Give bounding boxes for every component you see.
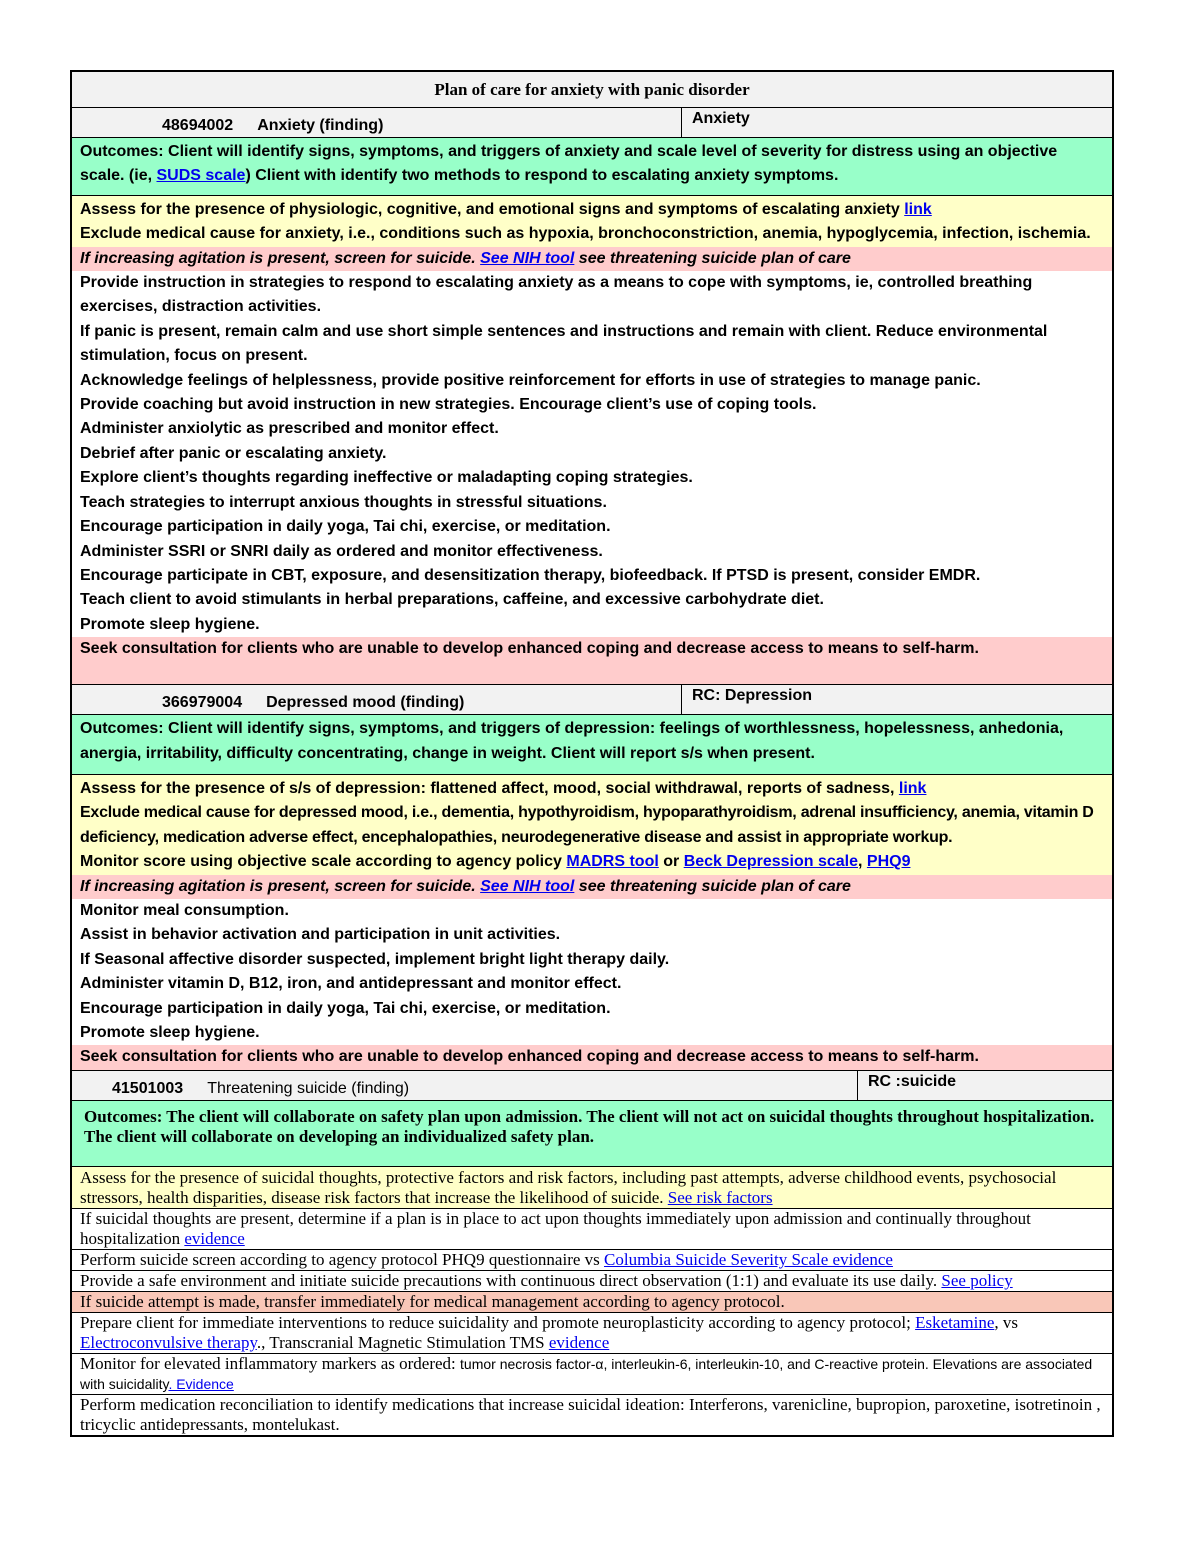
anxiety-code: 48694002	[162, 117, 234, 134]
columbia-scale-link[interactable]: Columbia Suicide Severity Scale evidence	[604, 1249, 893, 1269]
suicide-neuroplasticity: Prepare client for immediate interventions to reduce suicidality and promote neuroplasticity according to agency protocol; Esketamine, vs Electroconvulsive therapy., Transcranial Magnetic Stimulation TMS evidence	[72, 1313, 1112, 1354]
suicide-header	[72, 1071, 1112, 1101]
depression-code: 366979004	[162, 694, 243, 712]
suicide-inflammatory-markers: Monitor for elevated inflammatory markers as ordered: tumor necrosis factor-α, interleukin-6, interleukin-10, and C-reactive protein. Elevations are associated with suicidality. Evidence	[72, 1354, 1112, 1395]
anxiety-header	[72, 108, 1112, 138]
plan-evidence-link[interactable]: evidence	[184, 1228, 245, 1248]
inflammatory-evidence-link[interactable]: . Evidence	[168, 1375, 234, 1392]
anxiety-outcomes: Outcomes: Client will identify signs, symptoms, and triggers of anxiety and scale level of severity for distress using an objective scale. (ie, SUDS scale) Client with identify two methods to respond to escalating anxiety symptoms.	[72, 138, 1112, 196]
suicide-med-reconciliation: Perform medication reconciliation to identify medications that increase suicidal ideation: Interferons, varenicline, bupropion, paroxetine, isotretinoin , tricyclic antidepressants, montelukast.	[80, 1394, 1101, 1434]
policy-link[interactable]: See policy	[941, 1270, 1013, 1290]
intervention-item: Explore client’s thoughts regarding ineffective or maladapting coping strategies.	[80, 469, 693, 487]
suicide-assessment: Assess for the presence of suicidal thoughts, protective factors and risk factors, including past attempts, adverse childhood events, psychosocial stressors, health disparities, disease risk factors that increase the likelihood of suicide. See risk factors	[72, 1167, 1112, 1209]
intervention-item: Provide coaching but avoid instruction in new strategies. Encourage client’s use of coping tools.	[80, 396, 817, 414]
suicide-code: 41501003	[112, 1079, 184, 1097]
depression-suicide-screen: If increasing agitation is present, screen for suicide. See NIH tool see threatening suicide plan of care	[72, 875, 1112, 899]
suicide-screen: Perform suicide screen according to agency protocol PHQ9 questionnaire vs Columbia Suicide Severity Scale evidence	[72, 1250, 1112, 1271]
anxiety-consultation: Seek consultation for clients who are unable to develop enhanced coping and decrease access to means to self-harm.	[72, 637, 1112, 685]
depression-exclude-text: Exclude medical cause for depressed mood, i.e., dementia, hypothyroidism, hypoparathyroidism, adrenal insufficiency, anemia, vitamin D deficiency, medication adverse effect, encephalopathies, neurodegenerative disease and assist in appropriate workup.	[80, 804, 1094, 846]
beck-depression-link[interactable]: Beck Depression scale	[683, 853, 859, 871]
anxiety-suicide-screen: If increasing agitation is present, screen for suicide. See NIH tool see threatening suicide plan of care	[72, 247, 1112, 271]
anxiety-nih-tool-link[interactable]: See NIH tool	[480, 249, 575, 267]
depression-finding: Depressed mood (finding)	[266, 694, 465, 712]
care-plan-table	[70, 70, 1114, 1437]
depression-monitor-text: Monitor score using objective scale according to agency policy MADRS tool or Beck Depression scale, PHQ9	[80, 853, 911, 871]
intervention-item: Encourage participation in daily yoga, Tai chi, exercise, or meditation.	[80, 518, 611, 536]
suds-scale-link[interactable]: SUDS scale	[156, 167, 246, 185]
intervention-item: Assist in behavior activation and participation in unit activities.	[80, 926, 561, 944]
risk-factors-link[interactable]: See risk factors	[667, 1187, 773, 1207]
anxiety-interventions	[72, 271, 1112, 637]
suicide-plan-check: If suicidal thoughts are present, determine if a plan is in place to act upon thoughts immediately upon admission and continually throughout hospitalization evidence	[72, 1209, 1112, 1250]
depression-assessment	[72, 775, 1112, 875]
tms-evidence-link[interactable]: evidence	[548, 1332, 610, 1352]
suicide-safe-environment: Provide a safe environment and initiate suicide precautions with continuous direct observation (1:1) and evaluate its use daily. See policy	[72, 1271, 1112, 1292]
depression-assess-link[interactable]: link	[898, 779, 927, 797]
intervention-item: Administer anxiolytic as prescribed and monitor effect.	[80, 420, 499, 438]
anxiety-label: Anxiety	[692, 110, 750, 127]
depression-nih-tool-link[interactable]: See NIH tool	[480, 877, 575, 895]
intervention-item: Administer vitamin D, B12, iron, and antidepressant and monitor effect.	[80, 975, 622, 993]
madrs-tool-link[interactable]: MADRS tool	[566, 853, 659, 871]
intervention-item: Debrief after panic or escalating anxiety.	[80, 444, 387, 462]
depression-outcomes: Outcomes: Client will identify signs, symptoms, and triggers of depression: feelings of worthlessness, hopelessness, anhedonia, anergia, irritability, difficulty concentrating, change in weight. Client will report s/s when present.	[72, 715, 1112, 775]
suicide-attempt-protocol: If suicide attempt is made, transfer immediately for medical management according to agency protocol.	[72, 1292, 1112, 1313]
suicide-label: RC :suicide	[868, 1072, 957, 1090]
intervention-item: Monitor meal consumption.	[80, 901, 289, 919]
intervention-item: Promote sleep hygiene.	[80, 615, 260, 633]
depression-interventions	[72, 899, 1112, 1045]
suicide-outcomes: Outcomes: The client will collaborate on safety plan upon admission. The client will not act on suicidal thoughts throughout hospitalization. The client will collaborate on developing an individualized safety plan.	[72, 1101, 1112, 1167]
anxiety-assess-link[interactable]: link	[904, 200, 932, 218]
intervention-item: If panic is present, remain calm and use short simple sentences and instructions and remain with client. Reduce environmental stimulation, focus on present.	[80, 322, 1048, 365]
anxiety-assessment	[72, 196, 1112, 247]
suicide-finding: Threatening suicide (finding)	[207, 1079, 410, 1097]
intervention-item: Teach client to avoid stimulants in herbal preparations, caffeine, and excessive carbohydrate diet.	[80, 591, 824, 609]
intervention-item: Encourage participate in CBT, exposure, and desensitization therapy, biofeedback. If PTSD is present, consider EMDR.	[80, 566, 981, 584]
esketamine-link[interactable]: Esketamine	[915, 1312, 995, 1332]
intervention-item: Provide instruction in strategies to respond to escalating anxiety as a means to cope with symptoms, ie, controlled breathing exercises, distraction activities.	[80, 274, 1033, 316]
intervention-item: Teach strategies to interrupt anxious thoughts in stressful situations.	[80, 493, 607, 511]
page-title: Plan of care for anxiety with panic disorder	[72, 72, 1112, 108]
depression-assess-text: Assess for the presence of s/s of depression: flattened affect, mood, social withdrawal, reports of sadness, link	[80, 779, 927, 797]
depression-consultation: Seek consultation for clients who are unable to develop enhanced coping and decrease access to means to self-harm.	[72, 1045, 1112, 1070]
anxiety-exclude-text: Exclude medical cause for anxiety, i.e., conditions such as hypoxia, bronchoconstriction, anemia, hypoglycemia, infection, ischemia.	[80, 225, 1091, 243]
intervention-item: If Seasonal affective disorder suspected, implement bright light therapy daily.	[80, 950, 670, 968]
anxiety-finding: Anxiety (finding)	[257, 117, 384, 134]
phq9-link[interactable]: PHQ9	[866, 853, 911, 871]
depression-label: RC: Depression	[692, 687, 813, 705]
ect-link[interactable]: Electroconvulsive therapy	[80, 1332, 257, 1352]
intervention-item: Encourage participation in daily yoga, Tai chi, exercise, or meditation.	[80, 999, 611, 1017]
anxiety-assess-text: Assess for the presence of physiologic, cognitive, and emotional signs and symptoms of escalating anxiety link	[80, 200, 932, 218]
depression-header	[72, 685, 1112, 715]
intervention-item: Promote sleep hygiene.	[80, 1024, 260, 1041]
intervention-item: Acknowledge feelings of helplessness, provide positive reinforcement for efforts in use of strategies to manage panic.	[80, 371, 981, 389]
intervention-item: Administer SSRI or SNRI daily as ordered and monitor effectiveness.	[80, 542, 603, 560]
